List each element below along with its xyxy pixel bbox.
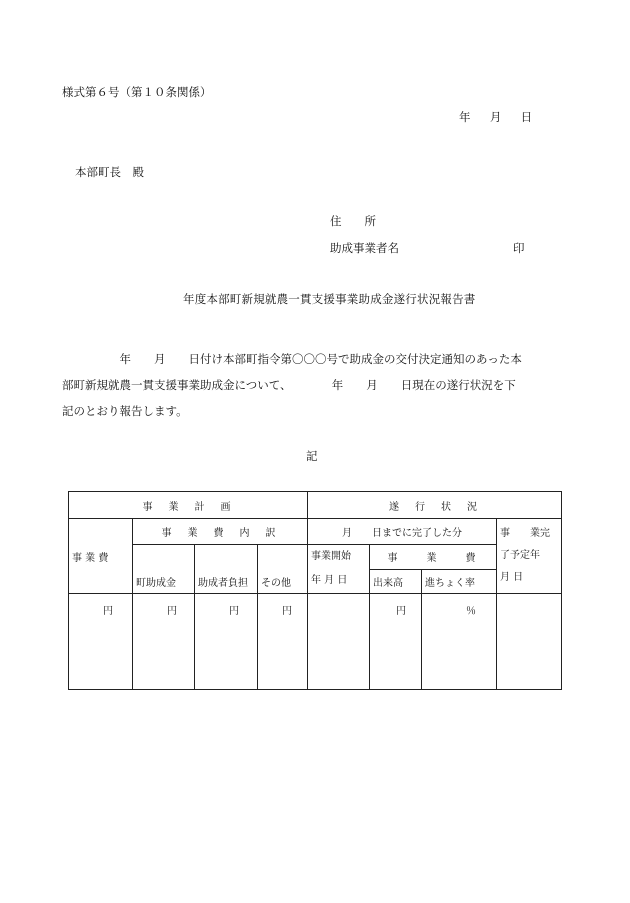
applicant-burden-value: 円 <box>195 594 258 690</box>
other-value: 円 <box>258 594 308 690</box>
expense-breakdown-header: 事 業 費 内 訳 <box>133 519 308 545</box>
progress-header: 遂 行 状 況 <box>308 492 562 519</box>
completed-by-header: 月 日までに完了した分 <box>308 519 497 545</box>
completion-date-line: 月 日 <box>500 572 524 583</box>
project-start-header <box>308 545 370 594</box>
project-start-label: 事業開始 <box>311 551 351 562</box>
completed-amount-value: 円 <box>370 594 422 690</box>
addressee: 本部町長 殿 <box>75 165 144 179</box>
project-expense-header: 事 業 費 <box>370 545 497 570</box>
project-cost-label: 事 業 費 <box>69 519 133 594</box>
form-number: 様式第６号（第１０条関係） <box>62 85 212 99</box>
report-date <box>459 109 532 125</box>
progress-rate-value: ％ <box>422 594 497 690</box>
date-month: 月 <box>489 110 502 124</box>
completed-amount-label: 出来高 <box>370 569 422 594</box>
date-day: 日 <box>520 110 533 124</box>
plan-header: 事 業 計 画 <box>69 492 308 519</box>
progress-rate-label: 進ちょく率 <box>422 569 497 594</box>
body-line: 部町新規就農一貫支援事業助成金について、 年 月 日現在の遂行状況を下 <box>62 378 516 392</box>
town-subsidy-label: 町助成金 <box>133 545 195 594</box>
body-line: 記のとおり報告します。 <box>62 404 188 418</box>
completion-date-value <box>497 594 562 690</box>
other-label: その他 <box>258 545 308 594</box>
body-line: 年 月 日付け本部町指令第〇〇〇号で助成金の交付決定通知のあった本 <box>62 352 522 366</box>
applicant-name-label: 助成事業者名 <box>330 241 399 255</box>
completion-date-line: 了予定年 <box>500 550 540 561</box>
applicant-burden-label: 助成者負担 <box>195 545 258 594</box>
project-start-date-label: 年 月 日 <box>311 575 348 586</box>
report-title: 年度本部町新規就農一貫支援事業助成金遂行状況報告書 <box>183 292 476 306</box>
completion-date-line: 事 業完 <box>500 528 550 539</box>
project-cost-value: 円 <box>69 594 133 690</box>
town-subsidy-value: 円 <box>133 594 195 690</box>
address-label: 住 所 <box>330 214 376 228</box>
project-start-value <box>308 594 370 690</box>
completion-date-header <box>497 519 562 594</box>
progress-table <box>68 491 562 690</box>
seal-mark: 印 <box>513 241 525 255</box>
date-year: 年 <box>459 110 471 124</box>
ki-heading: 記 <box>306 449 318 463</box>
report-body <box>62 346 582 424</box>
